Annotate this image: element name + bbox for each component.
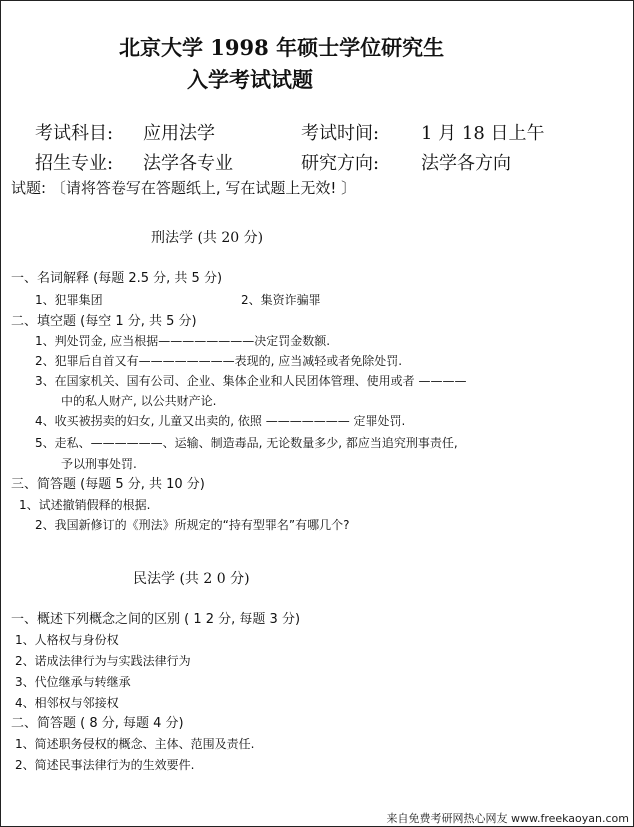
criminal-part2-item: 2、犯罪后自首又有————————表现的, 应当减轻或者免除处罚. — [35, 354, 403, 368]
time-label: 考试时间: — [301, 123, 380, 144]
criminal-law-title: 刑法学 (共 20 分) — [151, 230, 264, 246]
criminal-part3-item: 2、我国新修订的《刑法》所规定的“持有型罪名”有哪几个? — [35, 518, 350, 532]
direction-value: 法学各方向 — [421, 153, 511, 174]
criminal-part2-item-continued: 予以刑事处罚. — [61, 457, 137, 471]
civil-part1-item: 2、诺成法律行为与实践法律行为 — [15, 654, 191, 668]
subject-label: 考试科目: — [35, 123, 114, 144]
civil-part1-item: 4、相邻权与邻接权 — [15, 696, 119, 710]
criminal-part3-heading: 三、简答题 (每题 5 分, 共 10 分) — [11, 477, 205, 492]
civil-part1-item: 3、代位继承与转继承 — [15, 675, 131, 689]
criminal-part1-item: 1、犯罪集团 — [35, 293, 103, 307]
major-label: 招生专业: — [35, 153, 114, 174]
criminal-part2-item-continued: 中的私人财产, 以公共财产论. — [61, 394, 217, 408]
major-value: 法学各专业 — [143, 153, 233, 174]
criminal-part2-heading: 二、填空题 (每空 1 分, 共 5 分) — [11, 314, 197, 329]
criminal-part2-item: 5、走私、——————、运输、制造毒品, 无论数量多少, 都应当追究刑事责任, — [35, 436, 458, 450]
direction-label: 研究方向: — [301, 153, 380, 174]
criminal-part3-item: 1、试述撤销假释的根据. — [19, 498, 151, 512]
exam-title-line2: 入学考试试题 — [187, 67, 313, 92]
civil-part1-heading: 一、概述下列概念之间的区别 ( 1 2 分, 每题 3 分) — [11, 612, 301, 627]
civil-law-title: 民法学 (共 2 0 分) — [133, 571, 250, 587]
criminal-part2-item: 1、判处罚金, 应当根据————————决定罚金数额. — [35, 334, 331, 348]
criminal-part1-item: 2、集资诈骗罪 — [241, 293, 321, 307]
civil-part2-item: 1、简述职务侵权的概念、主体、范围及责任. — [15, 737, 255, 751]
criminal-part2-item: 3、在国家机关、国有公司、企业、集体企业和人民团体管理、使用或者 ———— — [35, 374, 467, 388]
time-value: 1 月 18 日上午 — [421, 123, 545, 144]
criminal-part2-item: 4、收买被拐卖的妇女, 儿童又出卖的, 依照 ——————— 定罪处罚. — [35, 414, 406, 428]
source-footer: 来自免费考研网热心网友 www.freekaoyan.com — [386, 812, 629, 825]
exam-title-line1: 北京大学 1998 年硕士学位研究生 — [119, 35, 445, 60]
subject-value: 应用法学 — [143, 123, 215, 144]
exam-notice: 试题: 〔请将答卷写在答题纸上, 写在试题上无效! 〕 — [11, 179, 357, 197]
civil-part1-item: 1、人格权与身份权 — [15, 633, 119, 647]
civil-part2-item: 2、简述民事法律行为的生效要件. — [15, 758, 195, 772]
criminal-part1-heading: 一、名词解释 (每题 2.5 分, 共 5 分) — [11, 271, 223, 286]
civil-part2-heading: 二、简答题 ( 8 分, 每题 4 分) — [11, 716, 184, 731]
